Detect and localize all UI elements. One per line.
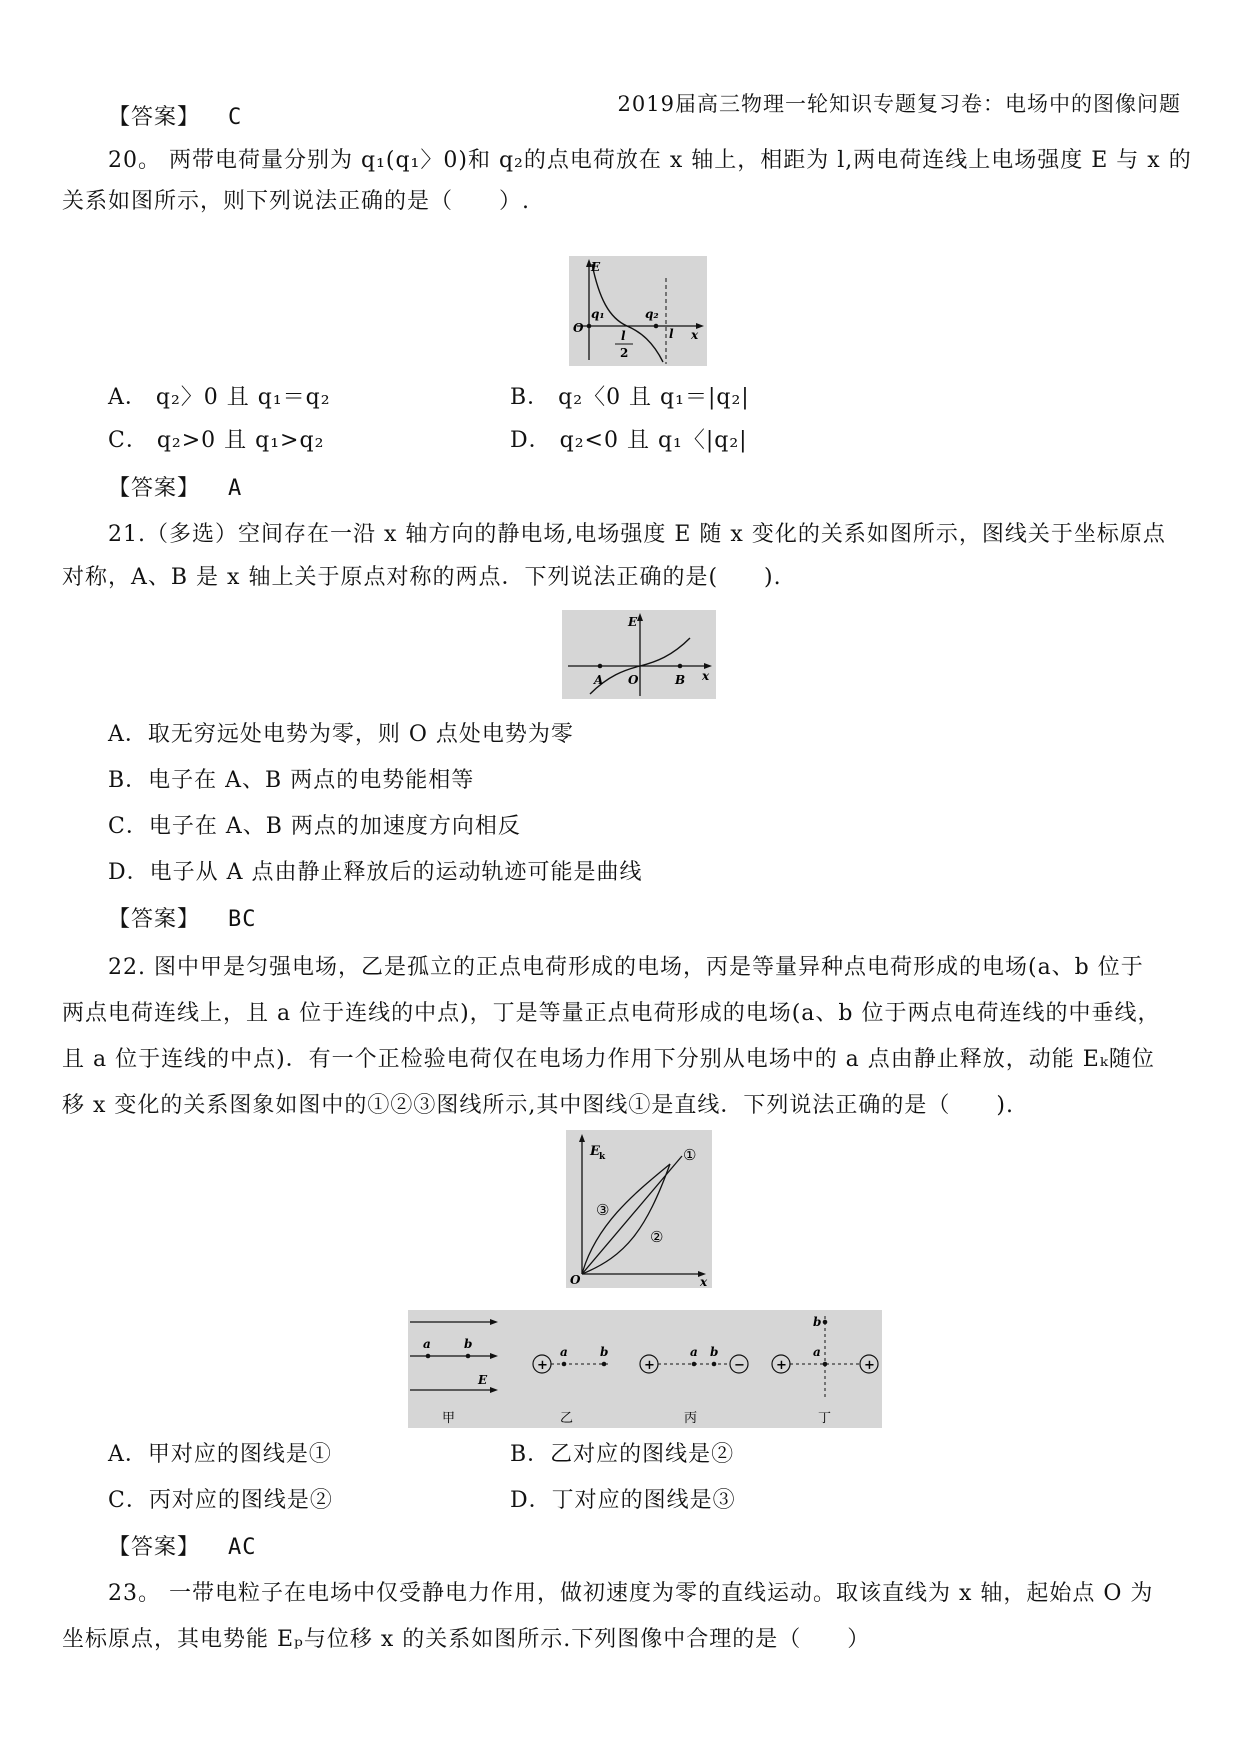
answer-value: C <box>228 105 243 130</box>
q22-option-d: D．丁对应的图线是③ <box>510 1488 736 1513</box>
q21-option-c: C．电子在 A、B 两点的加速度方向相反 <box>108 814 521 839</box>
answer-label: 【答案】 <box>108 476 201 501</box>
q21-label-A: A <box>594 673 604 687</box>
bing-label-a: a <box>690 1345 698 1359</box>
q20-option-c: C． q₂>0 且 q₁>q₂ <box>108 428 325 453</box>
q21-label-x: x <box>702 669 710 683</box>
answer-label: 【答案】 <box>108 1535 201 1560</box>
label-ding: 丁 <box>818 1411 832 1426</box>
jia-label-E: E <box>478 1373 488 1387</box>
bing-plus-sign: + <box>644 1358 655 1373</box>
q21-label-E: E <box>628 615 638 629</box>
ding-point-a <box>823 1362 828 1367</box>
q20-label-E: E <box>591 260 601 274</box>
q22-field-diagram <box>408 1310 882 1428</box>
jia-arrow-1 <box>490 1319 498 1325</box>
answer-value: BC <box>228 907 257 932</box>
q22-ek-graph <box>566 1130 712 1288</box>
answer-label: 【答案】 <box>108 105 201 130</box>
q22-text-line2: 两点电荷连线上，且 a 位于连线的中点)，丁是等量正点电荷形成的电场(a、b 位于两点电荷连线的中垂线， <box>62 1001 1161 1026</box>
q21-figure <box>562 610 716 699</box>
jia-point-b <box>466 1354 471 1359</box>
q21-graph <box>562 610 716 699</box>
jia-label-b: b <box>464 1337 473 1351</box>
q22-text-line1: 22. 图中甲是匀强电场，乙是孤立的正点电荷形成的电场，丙是等量异种点电荷形成的电场(a、b 位于 <box>108 955 1144 980</box>
q22-ek-figure <box>566 1130 712 1288</box>
q22-y-arrow <box>579 1134 585 1142</box>
q20-text-line1: 20。 两带电荷量分别为 q₁(q₁〉0)和 q₂的点电荷放在 x 轴上，相距为 l,两电荷连线上电场强度 E 与 x 的 <box>108 148 1192 173</box>
q22-label-O: O <box>570 1273 581 1287</box>
q22-text-line3: 且 a 位于连线的中点)．有一个正检验电荷仅在电场力作用下分别从电场中的 a 点由静止释放，动能 Eₖ随位 <box>62 1047 1155 1072</box>
q22-option-c: C．丙对应的图线是② <box>108 1488 333 1513</box>
q20-figure <box>569 256 707 366</box>
q22-label-curve-3: ③ <box>596 1201 610 1219</box>
q20-point-q1 <box>587 324 592 329</box>
q22-label-Ek: E <box>590 1144 600 1159</box>
q20-label-x: x <box>691 328 699 342</box>
q20-label-half-den: 2 <box>620 346 629 360</box>
ding-label-a: a <box>813 1345 821 1359</box>
q22-option-a: A．甲对应的图线是① <box>108 1442 332 1467</box>
jia-point-a <box>426 1354 431 1359</box>
answer-21 <box>108 905 257 935</box>
q20-graph <box>569 256 707 366</box>
label-yi: 乙 <box>560 1411 574 1426</box>
ding-plus-sign-right: + <box>864 1358 875 1373</box>
q20-option-d: D． q₂<0 且 q₁〈|q₂| <box>510 428 748 453</box>
q20-label-O: O <box>573 321 584 335</box>
bing-label-b: b <box>710 1345 719 1359</box>
q20-option-b: B． q₂〈0 且 q₁＝|q₂| <box>510 385 750 410</box>
q20-point-q2 <box>654 324 659 329</box>
yi-point-a <box>562 1362 567 1367</box>
q21-option-a: A．取无穷远处电势为零，则 O 点处电势为零 <box>108 722 574 747</box>
q20-label-q2: q₂ <box>645 307 659 321</box>
ding-plus-sign-left: + <box>776 1358 787 1373</box>
q20-label-q1: q₁ <box>591 307 605 321</box>
bing-minus-sign: − <box>734 1358 745 1373</box>
q21-text-line1: 21.（多选）空间存在一沿 x 轴方向的静电场,电场强度 E 随 x 变化的关系如图所示，图线关于坐标原点 <box>108 522 1166 547</box>
answer-22 <box>108 1533 257 1563</box>
q21-label-O: O <box>628 673 639 687</box>
answer-19 <box>108 103 242 133</box>
jia-arrow-3 <box>490 1387 498 1393</box>
q20-label-half: l <box>621 329 626 343</box>
q22-label-curve-2: ② <box>650 1228 664 1246</box>
yi-plus-sign: + <box>537 1358 548 1373</box>
q22-label-Ek-sub: k <box>599 1152 606 1162</box>
ding-point-b <box>823 1320 828 1325</box>
answer-value: AC <box>228 1535 257 1560</box>
q20-label-l: l <box>669 327 674 341</box>
ding-label-b: b <box>813 1315 822 1329</box>
bing-point-b <box>712 1362 717 1367</box>
q21-option-b: B．电子在 A、B 两点的电势能相等 <box>108 768 475 793</box>
q21-label-B: B <box>675 673 686 687</box>
label-jia: 甲 <box>442 1411 456 1426</box>
q22-field-figure <box>408 1310 882 1428</box>
yi-point-b <box>602 1362 607 1367</box>
page-header: 2019届高三物理一轮知识专题复习卷：电场中的图像问题 <box>617 92 1181 116</box>
q22-option-b: B．乙对应的图线是② <box>510 1442 735 1467</box>
q21-text-line2: 对称，A、B 是 x 轴上关于原点对称的两点．下列说法正确的是( ). <box>62 565 782 590</box>
q22-text-line4: 移 x 变化的关系图象如图中的①②③图线所示,其中图线①是直线．下列说法正确的是（ ). <box>62 1093 1014 1118</box>
q23-text-line2: 坐标原点，其电势能 Eₚ与位移 x 的关系如图所示.下列图像中合理的是（ ） <box>62 1627 871 1652</box>
jia-arrow-2 <box>490 1353 498 1359</box>
yi-label-b: b <box>600 1345 609 1359</box>
q21-option-d: D．电子从 A 点由静止释放后的运动轨迹可能是曲线 <box>108 860 643 885</box>
answer-value: A <box>228 476 243 501</box>
yi-label-a: a <box>560 1345 568 1359</box>
q21-y-arrow <box>637 613 643 621</box>
bing-point-a <box>692 1362 697 1367</box>
answer-label: 【答案】 <box>108 907 201 932</box>
q21-point-b <box>678 664 683 669</box>
q20-option-a: A． q₂〉0 且 q₁＝q₂ <box>108 385 331 410</box>
q22-label-x: x <box>700 1275 708 1288</box>
q21-point-a <box>598 664 603 669</box>
jia-label-a: a <box>423 1337 431 1351</box>
q22-label-curve-1: ① <box>683 1146 697 1164</box>
label-bing: 丙 <box>684 1411 698 1426</box>
q23-text-line1: 23。 一带电粒子在电场中仅受静电力作用，做初速度为零的直线运动。取该直线为 x 轴，起始点 O 为 <box>108 1581 1154 1606</box>
q20-text-line2: 关系如图所示，则下列说法正确的是（ ）. <box>62 189 530 214</box>
answer-20 <box>108 474 242 504</box>
